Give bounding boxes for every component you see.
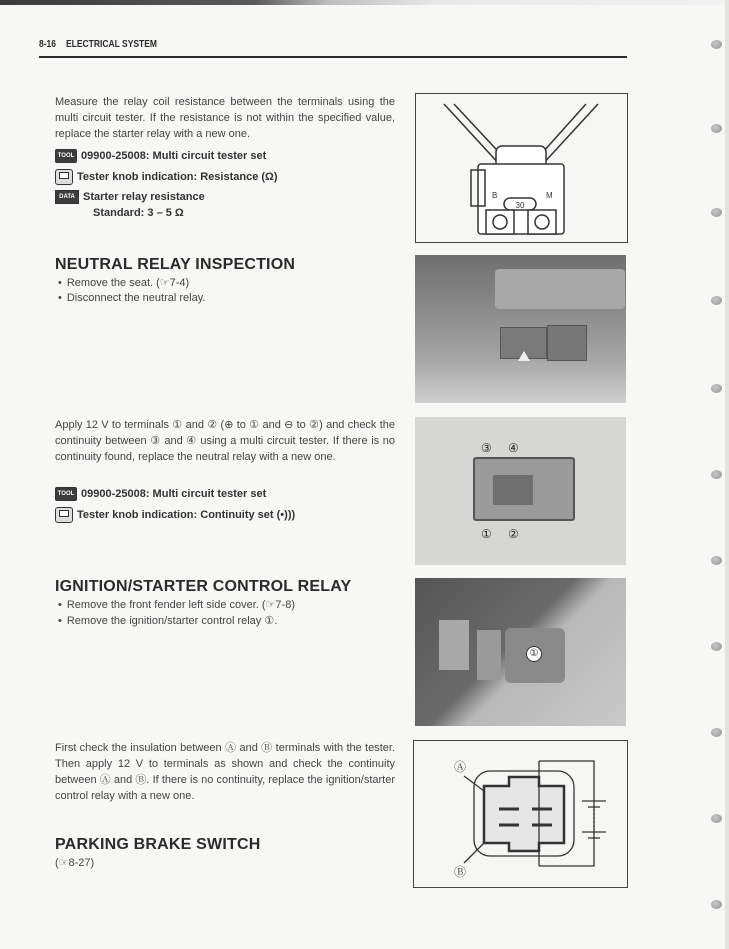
terminal-b-label: Ⓑ: [454, 865, 467, 879]
binder-hole: [711, 814, 722, 823]
spec-title: Starter relay resistance: [83, 191, 205, 203]
binder-hole: [711, 470, 722, 479]
arrow-up-icon: [518, 351, 530, 361]
starter-relay-figure: [415, 93, 628, 243]
ignition-relay-heading: IGNITION/STARTER CONTROL RELAY: [55, 578, 352, 595]
connector-diagram: [414, 741, 627, 887]
tool-icon: TOOL: [55, 487, 77, 501]
ignition-relay-paragraph: First check the insulation between Ⓐ and Ⓑ terminals with the tester. Then apply 12 V to terminals as shown and check the continuity between Ⓐ and Ⓑ. If there is no continuity, replace the ignition/starter control relay with a new one.: [55, 742, 395, 802]
starter-relay-diagram: [416, 94, 627, 242]
neutral-relay-paragraph: Apply 12 V to terminals ① and ② (⊕ to ① and ⊖ to ②) and check the continuity between ③ and ④ using a multi circuit tester. If there is no continuity found, replace the neutral relay with a new one.: [55, 419, 395, 463]
binder-hole: [711, 728, 722, 737]
center-label: 30: [515, 201, 525, 210]
tool-text: 09900-25008: Multi circuit tester set: [81, 488, 267, 500]
neutral-bullet-1: • Remove the seat. (☞7-4): [58, 276, 189, 289]
binder-hole: [711, 296, 722, 305]
terminal-2-label: ②: [508, 527, 519, 541]
ignition-bullet-1: • Remove the front fender left side cover. (☞7-8): [58, 598, 295, 611]
parking-brake-heading: PARKING BRAKE SWITCH: [55, 836, 261, 853]
tool-text: 09900-25008: Multi circuit tester set: [81, 150, 267, 162]
binder-hole: [711, 384, 722, 393]
spec-value: Standard: 3 – 5 Ω: [93, 207, 184, 219]
section-title: ELECTRICAL SYSTEM: [66, 39, 157, 50]
terminal-3-label: ③: [481, 441, 492, 455]
knob-text: Tester knob indication: Resistance (Ω): [77, 171, 278, 183]
neutral-tool-spec: [55, 487, 266, 501]
terminal-1-label: ①: [481, 527, 492, 541]
relay-1-label: ①: [526, 646, 542, 662]
neutral-knob-spec: [55, 507, 295, 523]
page-header: [39, 38, 627, 58]
neutral-relay-terminal-photo: [415, 417, 626, 565]
neutral-relay-heading: NEUTRAL RELAY INSPECTION: [55, 256, 296, 273]
b-label: B: [492, 191, 498, 200]
data-icon: DATA: [55, 190, 79, 204]
tool-spec: [55, 149, 266, 163]
knob-text: Tester knob indication: Continuity set (•))): [77, 509, 296, 521]
parking-brake-reference: [55, 856, 94, 869]
binder-hole: [711, 900, 722, 909]
tester-knob-icon: [55, 507, 73, 523]
binder-hole: [711, 40, 722, 49]
m-label: M: [546, 191, 553, 200]
data-spec: [55, 190, 205, 204]
tool-icon: TOOL: [55, 149, 77, 163]
terminal-a-label: Ⓐ: [454, 760, 467, 774]
ignition-relay-photo: [415, 578, 626, 726]
neutral-relay-photo: [415, 255, 626, 403]
binder-hole: [711, 208, 722, 217]
terminal-4-label: ④: [508, 441, 519, 455]
neutral-bullet-2: • Disconnect the neutral relay.: [58, 292, 205, 304]
tester-knob-icon: [55, 169, 73, 185]
page-number: 8-16: [39, 39, 57, 50]
binder-hole: [711, 124, 722, 133]
ignition-bullet-2: • Remove the ignition/starter control relay ①.: [58, 614, 277, 627]
page-right-edge: [725, 0, 729, 949]
knob-spec: [55, 169, 278, 185]
binder-hole: [711, 556, 722, 565]
binder-hole: [711, 642, 722, 651]
starter-relay-paragraph: Measure the relay coil resistance between the terminals using the multi circuit tester. If the resistance is not within the specified value, replace the starter relay with a new one.: [55, 96, 395, 140]
ignition-relay-diagram: [413, 740, 628, 888]
reference-link[interactable]: (☞8-27): [55, 857, 95, 869]
page-top-edge: [0, 0, 729, 5]
